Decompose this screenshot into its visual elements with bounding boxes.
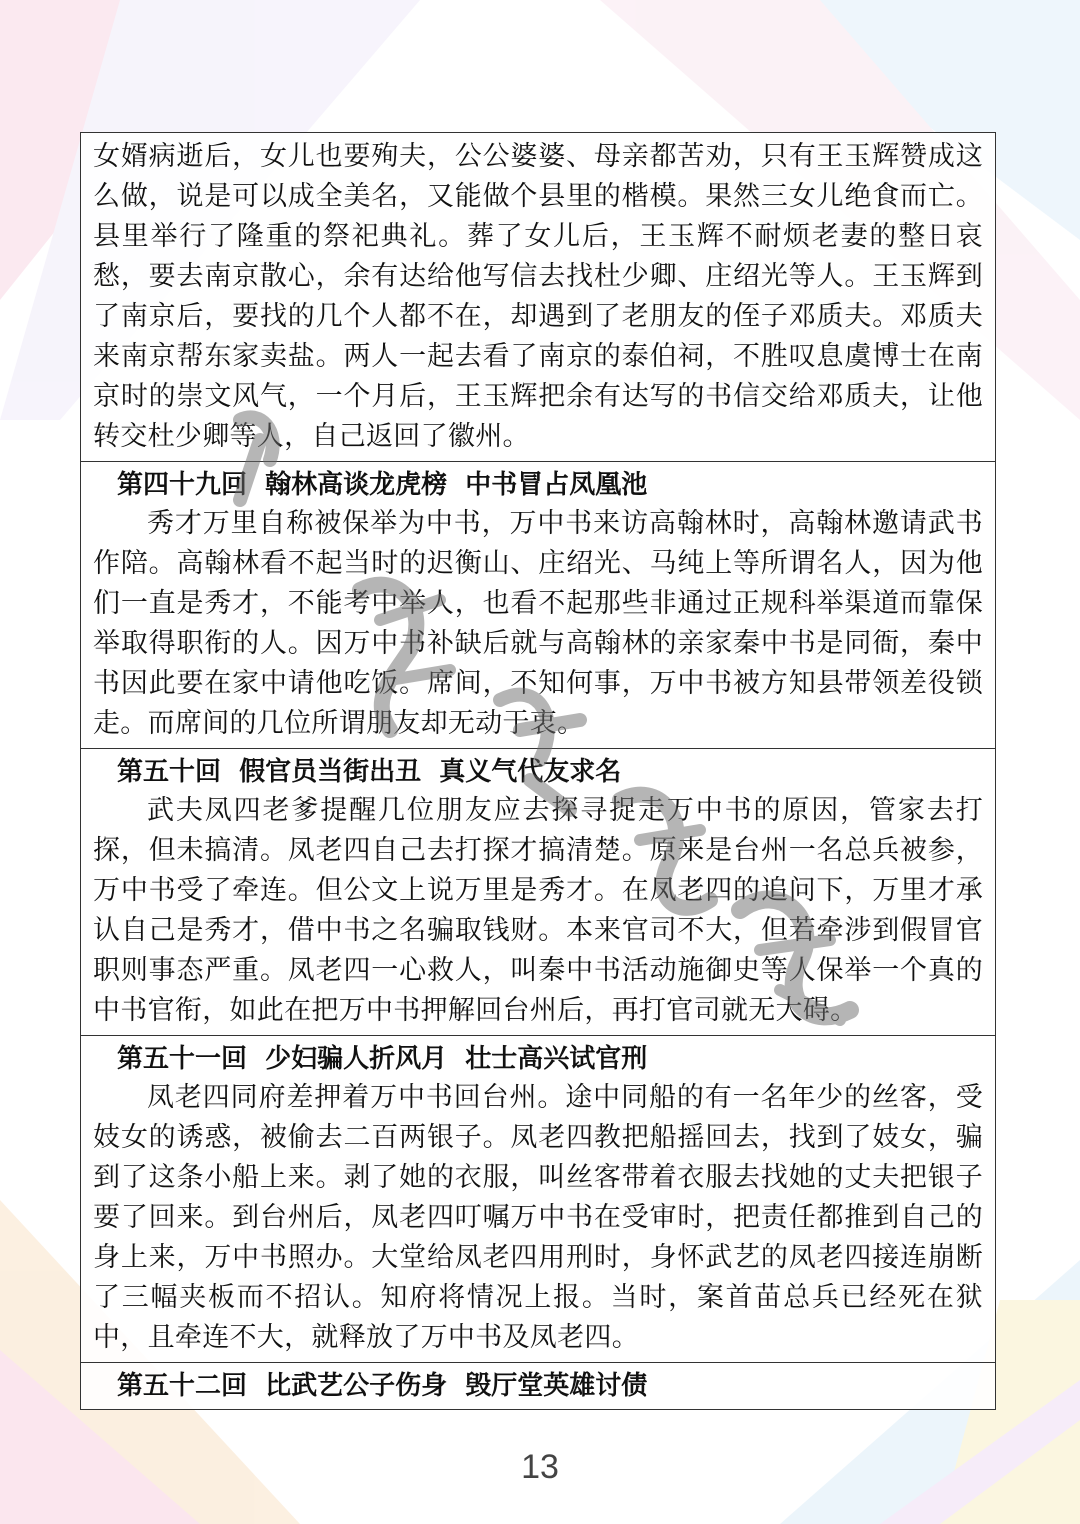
chapter-summary: 凤老四同府差押着万中书回台州。途中同船的有一名年少的丝客，受妓女的诱惑，被偷去二百两银子。凤老四教把船摇回去，找到了妓女，骗到了这条小船上来。剥了她的衣服，叫丝客带着衣服去找她的丈夫把银子要了回来。到台州后，凤老四叮嘱万中书在受审时，把责任都推到自己的身上来，万中书照办。大堂给凤老四用刑时，身怀武艺的凤老四接连崩断了三幅夹板而不招认。知府将情况上报。当时，案首苗总兵已经死在狱中，且牵连不大，就释放了万中书及凤老四。 [93, 1082, 983, 1353]
text-table [80, 132, 996, 1410]
chapter-title: 第五十二回 比武艺公子伤身 毁厅堂英雄讨债 [117, 1371, 648, 1401]
chapter-section [81, 1036, 995, 1363]
intro-paragraph: 女婿病逝后，女儿也要殉夫，公公婆婆、母亲都苦劝，只有王玉辉赞成这么做，说是可以成全美名，又能做个县里的楷模。果然三女儿绝食而亡。县里举行了隆重的祭祀典礼。葬了女儿后，王玉辉不耐烦老妻的整日哀愁，要去南京散心，余有达给他写信去找杜少卿、庄绍光等人。王玉辉到了南京后，要找的几个人都不在，却遇到了老朋友的侄子邓质夫。邓质夫来南京帮东家卖盐。两人一起去看了南京的泰伯祠，不胜叹息虞博士在南京时的崇文风气，一个月后，王玉辉把余有达写的书信交给邓质夫，让他转交杜少卿等人，自己返回了徽州。 [93, 141, 983, 452]
intro-section [81, 133, 995, 462]
chapter-summary: 秀才万里自称被保举为中书，万中书来访高翰林时，高翰林邀请武书作陪。高翰林看不起当时的迟衡山、庄绍光、马纯上等所谓名人，因为他们一直是秀才，不能考中举人，也看不起那些非通过正规科举渠道而靠保举取得职衔的人。因万中书补缺后就与高翰林的亲家秦中书是同衙，秦中书因此要在家中请他吃饭。席间，不知何事，万中书被方知县带领差役锁走。而席间的几位所谓朋友却无动于衷。 [93, 508, 983, 739]
chapter-section [81, 1363, 995, 1409]
chapter-section [81, 462, 995, 749]
chapter-title: 第五十一回 少妇骗人折风月 壮士高兴试官刑 [117, 1044, 648, 1074]
chapter-title: 第四十九回 翰林高谈龙虎榜 中书冒占凤凰池 [117, 470, 648, 500]
page-number: 13 [521, 1448, 559, 1486]
chapter-title: 第五十回 假官员当街出丑 真义气代友求名 [117, 757, 622, 787]
chapter-summary: 武夫凤四老爹提醒几位朋友应去探寻捉走万中书的原因，管家去打探，但未搞清。凤老四自己去打探才搞清楚。原来是台州一名总兵被参，万中书受了牵连。但公文上说万里是秀才。在凤老四的追问下，万里才承认自己是秀才，借中书之名骗取钱财。本来官司不大，但若牵涉到假冒官职则事态严重。凤老四一心救人，叫秦中书活动施御史等人保举一个真的中书官衔，如此在把万中书押解回台州后，再打官司就无大碍。 [93, 795, 983, 1026]
chapter-section [81, 749, 995, 1036]
